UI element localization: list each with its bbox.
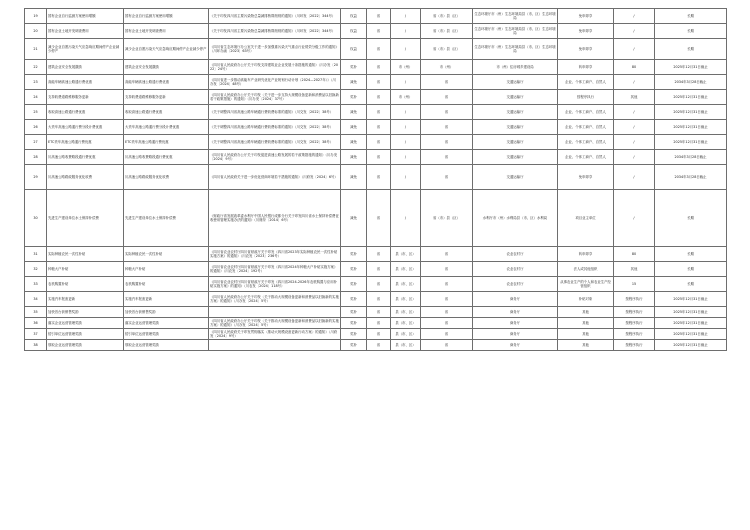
table-row <box>25 307 727 318</box>
cell-fee: 法人或其他组织 <box>558 262 614 277</box>
cell-basis: 《四川省进一步推动高能车产业研究优化产业规划行动计划（2024—2027年）》（川办发〔2024〕48号） <box>209 75 341 90</box>
cell-a: 县（市、区） <box>391 329 421 340</box>
cell-level: 省 <box>367 277 391 292</box>
cell-a: 县（市、区） <box>391 262 421 277</box>
cell-basis: 《关于印发四川省主要污染物总量减排核算细则的通知》（川环发〔2022〕344号） <box>209 9 341 24</box>
cell-dept: 商务厅 <box>473 329 558 340</box>
table-row <box>25 105 727 120</box>
cell-b: 省 <box>421 247 473 262</box>
table-row <box>25 150 727 165</box>
cell-type: 奖补 <box>341 318 367 329</box>
cell-amt: / <box>614 75 655 90</box>
cell-basis: 《关于调整四川省高速公路车辆通行费收费标准的通知》（川交发〔2022〕38号） <box>209 135 341 150</box>
cell-dept: 交通运输厅 <box>473 75 558 90</box>
cell-level: 省 <box>367 165 391 190</box>
cell-amt: / <box>614 120 655 135</box>
cell-type: 减免 <box>341 75 367 90</box>
cell-name: 实际种植农民一次性补贴 <box>124 247 209 262</box>
cell-basis: 《四川省人民政府办公厅关于印发〈关于推动大规模设备更新和消费品以旧换新的实施方案〉的通知》（川办发〔2024〕5号） <box>209 292 341 307</box>
cell-level: 省 <box>367 120 391 135</box>
cell-no: 28 <box>25 150 47 165</box>
cell-no: 29 <box>25 165 47 190</box>
cell-level: 省 <box>367 9 391 24</box>
cell-name: 收取高速公路通行费优惠 <box>124 105 209 120</box>
cell-fee: 免申即享 <box>558 39 614 60</box>
policy-table <box>24 8 727 351</box>
cell-fee: 免申即享 <box>558 165 614 190</box>
cell-amt: / <box>614 9 655 24</box>
cell-a: / <box>391 135 421 150</box>
cell-level: 省 <box>367 292 391 307</box>
table-row <box>25 247 727 262</box>
cell-a: / <box>391 24 421 39</box>
cell-name: 实施汽车报废更新 <box>124 292 209 307</box>
cell-name: 高能车辆高速公路通行费优惠 <box>124 75 209 90</box>
cell-amt: 80 <box>614 60 655 75</box>
cell-a: / <box>391 150 421 165</box>
cell-type: 奖补 <box>341 307 367 318</box>
cell-period: 2025年12月31日截止 <box>655 307 727 318</box>
cell-amt: / <box>614 190 655 247</box>
cell-no: 32 <box>25 262 47 277</box>
cell-basis: 《四川省农业农村厅四川省财政厅关于印发《四川省2024年种粮大户补贴实施方案》的通知》（川农发〔2024〕192号） <box>209 262 341 277</box>
table-row <box>25 135 727 150</box>
cell-fee: 转申即享 <box>558 247 614 262</box>
cell-dept: 交通运输厅 <box>473 105 558 120</box>
cell-amt: / <box>614 150 655 165</box>
cell-level: 省 <box>367 135 391 150</box>
cell-basis: 《四川省人民政府办公厅关于印发支持建筑业企业发展十条措施的通知》（川办发〔2022〕24号） <box>209 60 341 75</box>
cell-item: 收取高速公路通行费优惠 <box>47 105 124 120</box>
table-row <box>25 90 727 105</box>
cell-name: 川高速公路收费路段通行费优惠 <box>124 150 209 165</box>
cell-name: 领取企业运营管理奖励 <box>124 340 209 351</box>
cell-no: 27 <box>25 135 47 150</box>
table-row <box>25 292 727 307</box>
cell-no: 31 <box>25 247 47 262</box>
cell-a: / <box>391 165 421 190</box>
cell-item: 农机购置补贴 <box>47 277 124 292</box>
cell-a: 县（市、区） <box>391 340 421 351</box>
table-row <box>25 277 727 292</box>
cell-amt: 15 <box>614 277 655 292</box>
cell-type: 权益 <box>341 9 367 24</box>
cell-level: 省 <box>367 340 391 351</box>
cell-fee: 其他 <box>558 307 614 318</box>
cell-fee: 转申即享 <box>558 60 614 75</box>
cell-level: 省 <box>367 150 391 165</box>
cell-fee: 免申即享 <box>558 9 614 24</box>
cell-dept: 农业农村厅 <box>473 247 558 262</box>
cell-item: 国有企业自行监测方案使用增额 <box>47 9 124 24</box>
cell-item: 大货车高速公路通行费分段计费优惠 <box>47 120 124 135</box>
cell-fee: 按程序执行 <box>558 90 614 105</box>
cell-basis: 《四川省农业农村厅四川省财政厅关于印发《四川省2024-2026年农机购置与应用补贴实施方案》的通知》（川农发〔2024〕118号） <box>209 277 341 292</box>
table-row <box>25 165 727 190</box>
cell-a: / <box>391 9 421 24</box>
cell-basis: 《四川省农业农村厅四川省财政厅关于印发《四川省2023年实际种植农民一次性补贴实施方案》的通知》（川农发〔2023〕236号） <box>209 247 341 262</box>
cell-basis: 《四川省人民政府关于印发贯彻落实〈推动大规模设备更新行动方案〉的通知》（川府发〔2024〕9号） <box>209 329 341 340</box>
cell-no: 25 <box>25 105 47 120</box>
cell-name: 减少企业自愿污染天气应急响应期间停产企业减少停产 <box>124 39 209 60</box>
cell-period: 2025年12月31日截止 <box>655 120 727 135</box>
cell-level: 省 <box>367 90 391 105</box>
cell-period: 2025年12月31日截止 <box>655 340 727 351</box>
cell-dept: 商务厅 <box>473 307 558 318</box>
cell-item: 支持收费道路维修服务更新 <box>47 90 124 105</box>
cell-a: 县（市、区） <box>391 247 421 262</box>
cell-b: 省 <box>421 262 473 277</box>
cell-name: 建筑企业安全发展激励 <box>124 60 209 75</box>
cell-amt: 80 <box>614 247 655 262</box>
cell-no: 22 <box>25 60 47 75</box>
cell-type: 奖补 <box>341 60 367 75</box>
cell-period: 长期 <box>655 9 727 24</box>
cell-basis: 《四川省人民政府办公厅关于印发〈关于进一步支持大规模设备更新和消费品以旧换新若干政策措施〉的通知》（川办发〔2024〕37号） <box>209 90 341 105</box>
cell-amt: 按程序执行 <box>614 307 655 318</box>
cell-fee: 免申即享 <box>558 24 614 39</box>
cell-dept: 交通运输厅 <box>473 135 558 150</box>
cell-a: 县（市、区） <box>391 277 421 292</box>
cell-b: 省 <box>421 329 473 340</box>
cell-period: 2025年12月31日截止 <box>655 329 727 340</box>
cell-b: 省 <box>421 277 473 292</box>
cell-period: 长期 <box>655 277 727 292</box>
cell-item: 川高速公路收费路段通行费优惠 <box>47 150 124 165</box>
table-row <box>25 75 727 90</box>
cell-dept: 生态环境厅市（州）生态环境局县（市、区）生态环境局 <box>473 39 558 60</box>
cell-period: 2034年3月28日截止 <box>655 75 727 90</box>
cell-fee: 企业、个体工商户、自然人 <box>558 120 614 135</box>
cell-b: 省（市）县（区） <box>421 39 473 60</box>
cell-level: 省 <box>367 75 391 90</box>
cell-name: 加快首台套销售奖励 <box>124 307 209 318</box>
cell-period: 长期 <box>655 247 727 262</box>
cell-fee: 企业、个体工商户、自然人 <box>558 75 614 90</box>
cell-type: 奖补 <box>341 292 367 307</box>
cell-dept: 交通运输厅 <box>473 165 558 190</box>
cell-amt: 按程序执行 <box>614 318 655 329</box>
cell-amt: 按程序执行 <box>614 292 655 307</box>
cell-level: 省 <box>367 247 391 262</box>
cell-fee: 其他 <box>558 318 614 329</box>
cell-b: 省 <box>421 90 473 105</box>
table-row <box>25 340 727 351</box>
cell-level: 省 <box>367 60 391 75</box>
cell-b: 省（市）县（区） <box>421 190 473 247</box>
cell-dept: 水利厅市（州）水利局县（市、区）水利局 <box>473 190 558 247</box>
cell-name: 川高速公路路政服务优化收费 <box>124 165 209 190</box>
cell-b: 省 <box>421 292 473 307</box>
cell-type: 减免 <box>341 135 367 150</box>
cell-b: 省 <box>421 307 473 318</box>
cell-name: 先进生产建设单位水土保持补偿费 <box>124 190 209 247</box>
cell-name: 支持收费道路维修服务更新 <box>124 90 209 105</box>
cell-a: 县（市、区） <box>391 292 421 307</box>
cell-level: 省 <box>367 105 391 120</box>
cell-no: 38 <box>25 340 47 351</box>
cell-item: 招引单位运营管理奖励 <box>47 329 124 340</box>
cell-a: 县（市、区） <box>391 307 421 318</box>
table-row <box>25 318 727 329</box>
cell-item: 种粮大户补贴 <box>47 262 124 277</box>
cell-fee: 其他 <box>558 329 614 340</box>
cell-period: 长期 <box>655 190 727 247</box>
cell-type: 权益 <box>341 24 367 39</box>
cell-level: 省 <box>367 39 391 60</box>
cell-type: 减免 <box>341 165 367 190</box>
cell-no: 24 <box>25 90 47 105</box>
cell-amt: / <box>614 39 655 60</box>
cell-period: 2034年3月28日截止 <box>655 165 727 190</box>
cell-dept: 农业农村厅 <box>473 262 558 277</box>
cell-name: 国有企业自行监测方案使用增额 <box>124 9 209 24</box>
cell-a: / <box>391 39 421 60</box>
cell-item: 实施汽车报废更新 <box>47 292 124 307</box>
cell-name: ETC货车高速公路通行费优惠 <box>124 135 209 150</box>
table-row <box>25 262 727 277</box>
cell-a: 县（市、区） <box>391 318 421 329</box>
cell-fee: 企业、个体工商户、自然人 <box>558 105 614 120</box>
cell-no: 21 <box>25 39 47 60</box>
cell-fee: 企业、个体工商户、自然人 <box>558 135 614 150</box>
cell-dept: 商务厅 <box>473 340 558 351</box>
table-row <box>25 9 727 24</box>
cell-no: 30 <box>25 190 47 247</box>
cell-basis: 《关于调整四川省高速公路车辆通行费收费标准的通知》（川交发〔2022〕38号） <box>209 105 341 120</box>
cell-amt: / <box>614 165 655 190</box>
cell-a: / <box>391 190 421 247</box>
table-row <box>25 190 727 247</box>
cell-level: 省 <box>367 318 391 329</box>
cell-level: 省 <box>367 190 391 247</box>
cell-period: 2025年12月31日截止 <box>655 135 727 150</box>
cell-dept: 交通运输厅 <box>473 120 558 135</box>
policy-table-page <box>24 8 726 351</box>
cell-a: 市（州） <box>391 90 421 105</box>
table-row <box>25 329 727 340</box>
cell-b: 省 <box>421 165 473 190</box>
cell-item: ETC货车高速公路通行费优惠 <box>47 135 124 150</box>
cell-name: 大货车高速公路通行费分段计费优惠 <box>124 120 209 135</box>
cell-period: 2034年3月28日截止 <box>655 150 727 165</box>
cell-no: 33 <box>25 277 47 292</box>
cell-fee: 补贴对象 <box>558 292 614 307</box>
cell-type: 权益 <box>341 39 367 60</box>
cell-dept: 商务厅 <box>473 318 558 329</box>
cell-no: 23 <box>25 75 47 90</box>
cell-dept: 生态环境厅市（州）生态环境局县（市、区）生态环境局 <box>473 9 558 24</box>
cell-period: 2025年12月31日截止 <box>655 90 727 105</box>
cell-b: 省 <box>421 150 473 165</box>
cell-type: 减免 <box>341 150 367 165</box>
cell-item: 先进生产建设单位水土保持补偿费 <box>47 190 124 247</box>
cell-period: 2025年12月31日截止 <box>655 60 727 75</box>
cell-type: 奖补 <box>341 247 367 262</box>
cell-period: 长期 <box>655 24 727 39</box>
cell-name: 招引单位运营管理奖励 <box>124 329 209 340</box>
cell-dept: 交通运输厅 <box>473 90 558 105</box>
cell-period: 2025年12月31日截止 <box>655 292 727 307</box>
cell-a: / <box>391 120 421 135</box>
cell-dept: 农业农村厅 <box>473 277 558 292</box>
cell-basis: 《财政厅省发展改革委水利厅中国人民银行成都分行关于印发四川省水土保持补偿费征收使用管理实施办法的通知》（川财综〔2014〕6号） <box>209 190 341 247</box>
cell-item: 领取企业运营管理奖励 <box>47 340 124 351</box>
cell-item: 落实企业运营管理奖励 <box>47 318 124 329</box>
cell-amt: 其他 <box>614 262 655 277</box>
cell-no: 26 <box>25 120 47 135</box>
cell-level: 省 <box>367 329 391 340</box>
cell-item: 建筑企业安全发展激励 <box>47 60 124 75</box>
cell-basis <box>209 307 341 318</box>
cell-item: 高能车辆高速公路通行费优惠 <box>47 75 124 90</box>
cell-dept: 市（州）住房城乡建设局 <box>473 60 558 75</box>
cell-amt: 按程序执行 <box>614 340 655 351</box>
cell-type: 减免 <box>341 190 367 247</box>
cell-name: 落实企业运营管理奖励 <box>124 318 209 329</box>
cell-amt: / <box>614 135 655 150</box>
cell-name: 农机购置补贴 <box>124 277 209 292</box>
table-row <box>25 24 727 39</box>
cell-type: 奖补 <box>341 277 367 292</box>
cell-dept: 商务厅 <box>473 292 558 307</box>
cell-amt: / <box>614 105 655 120</box>
cell-basis: 《关于印发四川省主要污染物总量减排核算细则的通知》（川环发〔2022〕344号） <box>209 24 341 39</box>
cell-type: 奖补 <box>341 329 367 340</box>
cell-level: 省 <box>367 307 391 318</box>
cell-a: / <box>391 105 421 120</box>
cell-basis: 《四川省人民政府关于进一步优化营商环境若干措施的通知》（川府发〔2024〕6号） <box>209 165 341 190</box>
cell-b: 省 <box>421 75 473 90</box>
cell-dept: 交通运输厅 <box>473 150 558 165</box>
table-row <box>25 120 727 135</box>
cell-no: 19 <box>25 9 47 24</box>
cell-level: 省 <box>367 24 391 39</box>
cell-no: 37 <box>25 329 47 340</box>
cell-dept: 生态环境厅市（州）生态环境局县（市、区）生态环境局 <box>473 24 558 39</box>
cell-b: 省 <box>421 120 473 135</box>
cell-item: 加快首台套销售奖励 <box>47 307 124 318</box>
cell-b: 省 <box>421 340 473 351</box>
cell-type: 奖补 <box>341 262 367 277</box>
cell-period: 2025年12月31日截止 <box>655 105 727 120</box>
table-row <box>25 60 727 75</box>
cell-item: 国有企业土地开发调查费用 <box>47 24 124 39</box>
cell-b: 市（州） <box>421 60 473 75</box>
cell-period: 2025年12月31日截止 <box>655 318 727 329</box>
table-row <box>25 39 727 60</box>
cell-b: 省 <box>421 105 473 120</box>
cell-period: 长期 <box>655 262 727 277</box>
cell-no: 34 <box>25 292 47 307</box>
cell-a: / <box>391 75 421 90</box>
cell-basis: 《四川省生态环境厅办公室关于进一步加强重污染天气重点行业绩效分级工作的通知》（川环办函〔2023〕63号） <box>209 39 341 60</box>
cell-item: 减少企业自愿污染天气应急响应期间停产企业减少停产 <box>47 39 124 60</box>
cell-basis: 《四川省人民政府办公厅关于印发〈关于推动大规模设备更新和消费品以旧换新的实施方案〉的通知》（川办发〔2024〕5号） <box>210 318 339 327</box>
cell-no: 35 <box>25 307 47 318</box>
cell-name: 国有企业土地开发调查费用 <box>124 24 209 39</box>
cell-a: 市（州） <box>391 60 421 75</box>
cell-type: 减免 <box>341 105 367 120</box>
cell-b: 省（市）县（区） <box>421 24 473 39</box>
cell-no: 20 <box>25 24 47 39</box>
cell-fee: 企业、个体工商户、自然人 <box>558 150 614 165</box>
cell-basis <box>209 340 341 351</box>
cell-b: 省 <box>421 318 473 329</box>
cell-period: 长期 <box>655 39 727 60</box>
cell-type: 奖补 <box>341 340 367 351</box>
cell-no: 36 <box>25 318 47 329</box>
cell-amt: 其他 <box>614 90 655 105</box>
cell-b: 省（市）县（区） <box>421 9 473 24</box>
cell-amt: / <box>614 24 655 39</box>
cell-item: 实际种植农民一次性补贴 <box>47 247 124 262</box>
cell-amt: 按程序执行 <box>614 329 655 340</box>
cell-fee: 其他 <box>558 340 614 351</box>
cell-fee: 从事农业生产的个人和农业生产经营组织 <box>558 277 614 292</box>
cell-type: 奖补 <box>341 90 367 105</box>
cell-b: 省 <box>421 135 473 150</box>
cell-name: 种粮大户补贴 <box>124 262 209 277</box>
cell-item: 川高速公路路政服务优化收费 <box>47 165 124 190</box>
cell-type: 减免 <box>341 120 367 135</box>
cell-basis: 《四川省人民政府办公厅关于印发促进高速公路发展的若干政策措施的通知》（川办发〔2024〕9号） <box>209 150 341 165</box>
cell-basis: 《关于调整四川省高速公路车辆通行费收费标准的通知》（川交发〔2022〕38号） <box>209 120 341 135</box>
cell-level: 省 <box>367 262 391 277</box>
cell-fee: 项目业主单位 <box>558 190 614 247</box>
